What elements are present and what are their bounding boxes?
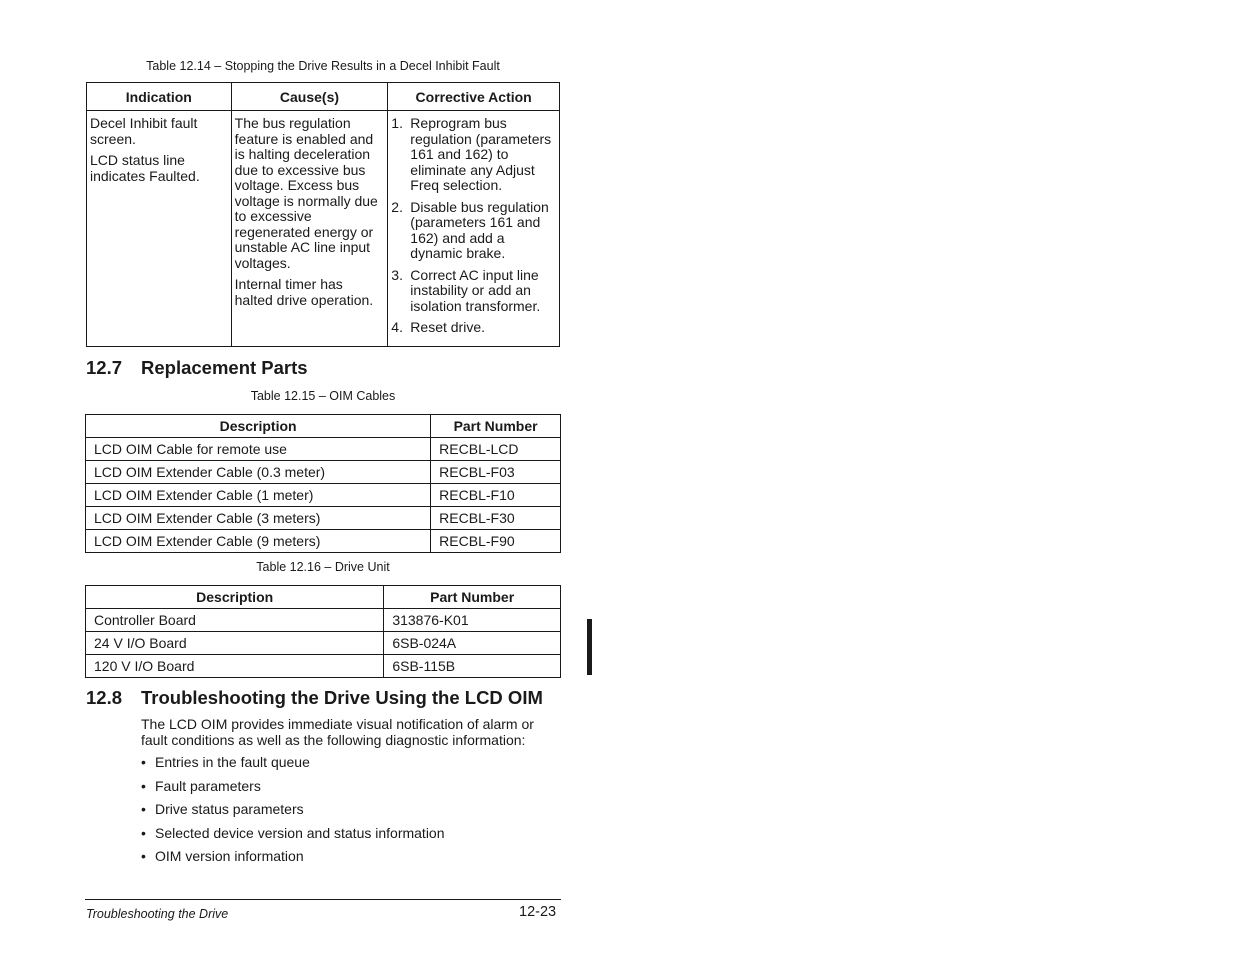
action-text: Disable bus regulation (parameters 161 and 162) and add a dynamic brake. bbox=[410, 198, 549, 261]
action-text: Reprogram bus regulation (parameters 161 and 162) to eliminate any Adjust Freq selection. bbox=[410, 115, 552, 193]
action-number: 1. bbox=[391, 115, 403, 131]
description-cell: LCD OIM Extender Cable (9 meters) bbox=[86, 530, 431, 553]
list-item bbox=[141, 754, 445, 778]
header-part-number: Part Number bbox=[431, 415, 561, 438]
bullet-icon: • bbox=[141, 754, 146, 770]
list-item bbox=[141, 825, 445, 849]
list-item-text: Entries in the fault queue bbox=[155, 754, 310, 770]
section-title: Troubleshooting the Drive Using the LCD OIM bbox=[141, 687, 543, 708]
table-row bbox=[86, 655, 561, 678]
bullet-icon: • bbox=[141, 848, 146, 864]
indication-text: Decel Inhibit fault screen. bbox=[90, 115, 198, 147]
action-text: Correct AC input line instability or add an isolation transformer. bbox=[410, 266, 541, 314]
footer-chapter-title: Troubleshooting the Drive bbox=[86, 907, 229, 921]
indication-text: LCD status line indicates Faulted. bbox=[90, 152, 200, 184]
corrective-action-item bbox=[391, 116, 556, 194]
section-title: Replacement Parts bbox=[141, 357, 308, 378]
table-row bbox=[86, 609, 561, 632]
part-number-cell: RECBL-F03 bbox=[431, 461, 561, 484]
part-number-cell: RECBL-F90 bbox=[431, 530, 561, 553]
table-row bbox=[86, 530, 561, 553]
corrective-action-list bbox=[391, 116, 556, 336]
header-corrective-action: Corrective Action bbox=[388, 83, 560, 111]
causes-cell bbox=[231, 111, 388, 347]
change-bar bbox=[587, 619, 592, 675]
header-description: Description bbox=[86, 415, 431, 438]
part-number-cell: 313876-K01 bbox=[384, 609, 561, 632]
cause-text: The bus regulation feature is enabled and is halting deceleration due to excessive bus voltage. Excess bus voltage is normally due to excessive regenerated energy or unstable AC line input voltages. bbox=[234, 115, 378, 271]
action-number: 3. bbox=[391, 266, 403, 283]
table-12-14-caption: Table 12.14 – Stopping the Drive Results in a Decel Inhibit Fault bbox=[146, 59, 500, 73]
indication-cell bbox=[87, 111, 232, 347]
list-item-text: Selected device version and status information bbox=[155, 824, 445, 841]
table-row bbox=[86, 484, 561, 507]
corrective-action-item bbox=[391, 268, 556, 315]
part-number-cell: RECBL-F30 bbox=[431, 507, 561, 530]
list-item bbox=[141, 778, 445, 802]
table-row bbox=[86, 461, 561, 484]
section-heading-troubleshooting-lcd-oim bbox=[86, 687, 543, 709]
bullet-icon: • bbox=[141, 801, 146, 817]
part-number-cell: 6SB-115B bbox=[384, 655, 561, 678]
part-number-cell: RECBL-LCD bbox=[431, 438, 561, 461]
cause-text: Internal timer has halted drive operation. bbox=[234, 276, 374, 308]
corrective-action-cell bbox=[388, 111, 560, 347]
footer-divider bbox=[85, 899, 561, 900]
list-item bbox=[141, 848, 445, 872]
list-item bbox=[141, 801, 445, 825]
header-part-number: Part Number bbox=[384, 586, 561, 609]
description-cell: LCD OIM Extender Cable (0.3 meter) bbox=[86, 461, 431, 484]
list-item-text: Fault parameters bbox=[155, 777, 261, 794]
action-text: Reset drive. bbox=[410, 319, 485, 335]
description-cell: LCD OIM Extender Cable (3 meters) bbox=[86, 507, 431, 530]
section-number: 12.8 bbox=[86, 687, 123, 708]
table-row bbox=[86, 507, 561, 530]
description-cell: LCD OIM Cable for remote use bbox=[86, 438, 431, 461]
description-cell: Controller Board bbox=[86, 609, 384, 632]
oim-cables-table bbox=[85, 414, 561, 553]
header-causes: Cause(s) bbox=[231, 83, 388, 111]
part-number-cell: 6SB-024A bbox=[384, 632, 561, 655]
description-cell: 120 V I/O Board bbox=[86, 655, 384, 678]
description-cell: LCD OIM Extender Cable (1 meter) bbox=[86, 484, 431, 507]
bullet-icon: • bbox=[141, 824, 146, 841]
header-indication: Indication bbox=[87, 83, 232, 111]
bullet-icon: • bbox=[141, 777, 146, 794]
diagnostic-info-list bbox=[141, 754, 445, 872]
corrective-action-item bbox=[391, 200, 556, 262]
section-heading-replacement-parts bbox=[86, 357, 308, 379]
part-number-cell: RECBL-F10 bbox=[431, 484, 561, 507]
table-row bbox=[86, 438, 561, 461]
section-number: 12.7 bbox=[86, 357, 123, 378]
decel-inhibit-fault-table bbox=[86, 82, 560, 347]
header-description: Description bbox=[86, 586, 384, 609]
table-12-16-caption: Table 12.16 – Drive Unit bbox=[256, 560, 390, 574]
list-item-text: Drive status parameters bbox=[155, 801, 304, 817]
list-item-text: OIM version information bbox=[155, 848, 304, 864]
drive-unit-table bbox=[85, 585, 561, 678]
corrective-action-item bbox=[391, 320, 556, 336]
description-cell: 24 V I/O Board bbox=[86, 632, 384, 655]
action-number: 2. bbox=[391, 198, 403, 215]
action-number: 4. bbox=[391, 319, 403, 335]
intro-paragraph: The LCD OIM provides immediate visual notification of alarm or fault conditions as well as the following diagnostic information: bbox=[141, 716, 534, 748]
table-row bbox=[86, 632, 561, 655]
page-number: 12-23 bbox=[519, 904, 557, 920]
table-12-15-caption: Table 12.15 – OIM Cables bbox=[250, 389, 396, 403]
